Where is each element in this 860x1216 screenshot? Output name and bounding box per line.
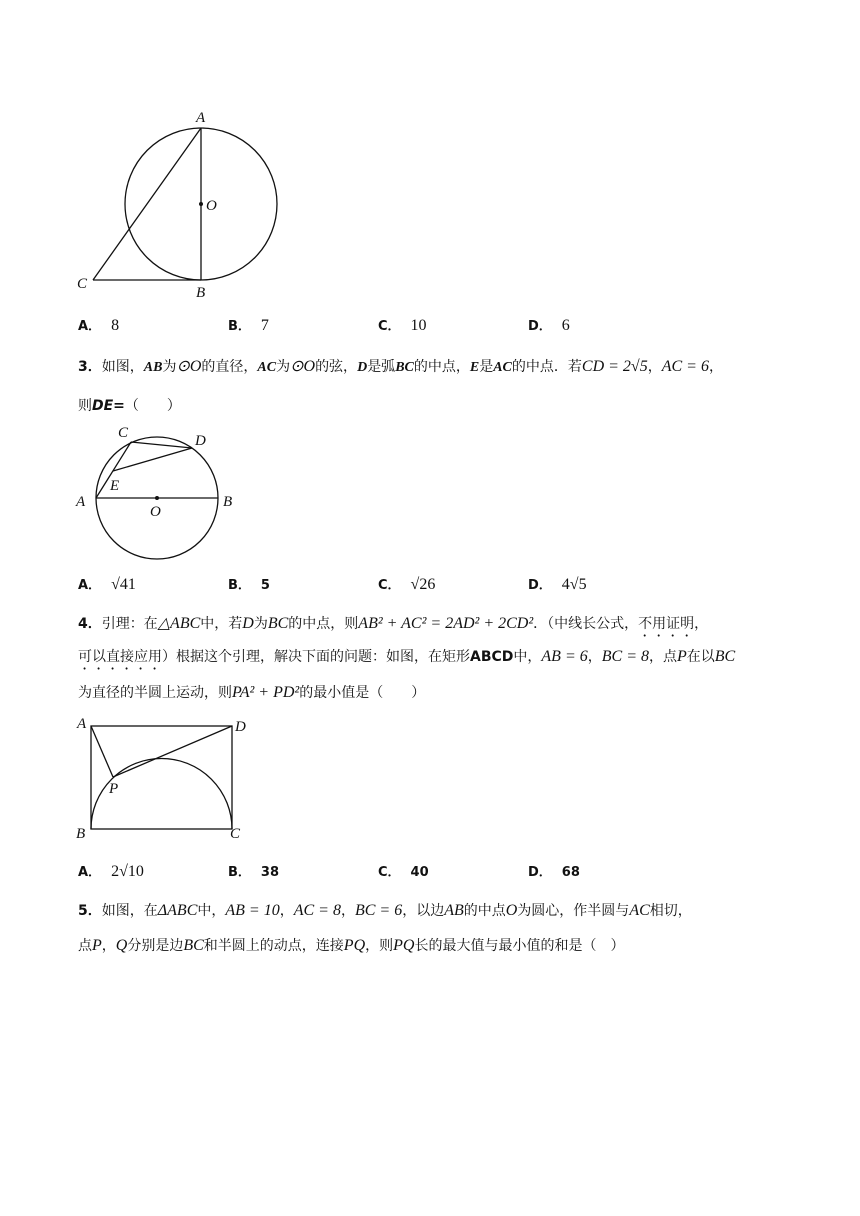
q3-label-b: B (223, 494, 233, 510)
q4-number: 4． (78, 616, 102, 632)
option-value: 40 (410, 865, 429, 880)
option-value: 8 (111, 317, 120, 334)
q4-option-a[interactable] (78, 862, 144, 883)
option-value: √41 (111, 576, 136, 593)
option-label: A． (78, 319, 102, 334)
q3-option-c[interactable] (378, 575, 435, 596)
q2-label-o: O (206, 198, 217, 214)
q4-stem-line2: 可以直接应用）根据这个引理，解决下面的问题：如图，在矩形ABCD中，AB = 6，BC = 8，点P在以BC (78, 648, 736, 665)
q4-label-d: D (235, 719, 246, 735)
q4-option-d[interactable] (528, 862, 580, 883)
q2-figure (70, 105, 290, 305)
option-label: A． (78, 578, 102, 593)
option-label: B． (228, 578, 251, 593)
option-value: 4√5 (561, 576, 587, 593)
q4-label-p: P (109, 781, 119, 797)
option-value: 7 (260, 317, 269, 334)
q2-option-d[interactable] (528, 316, 570, 337)
q4-stem-line1: 4．引理：在△ABC中，若D为BC的中点，则AB² + AC² = 2AD² + 2CD²．（中线长公式，不用证明， (78, 615, 709, 632)
q4-option-c[interactable] (378, 862, 429, 883)
q2-option-b[interactable] (228, 316, 269, 337)
q4-rectangle (91, 726, 232, 829)
option-value: 2√10 (111, 863, 144, 880)
q3-label-d: D (195, 433, 206, 449)
option-value: 5 (260, 578, 270, 593)
option-value: √26 (410, 576, 436, 593)
q2-center-dot (199, 202, 203, 206)
option-value: 6 (561, 317, 570, 334)
q4-label-b: B (76, 826, 86, 842)
q3-option-a[interactable] (78, 575, 136, 596)
option-label: C． (378, 319, 401, 334)
q3-stem-line2: 则DE=（ ） (78, 398, 181, 414)
q2-label-a: A (196, 110, 206, 126)
q3-label-o: O (150, 504, 161, 520)
q3-label-a: A (76, 494, 86, 510)
q4-figure (70, 712, 260, 847)
q2-label-b: B (196, 285, 206, 301)
option-label: B． (228, 865, 251, 880)
q3-option-b[interactable] (228, 575, 270, 596)
q5-stem-line2: 点P，Q分别是边BC和半圆上的动点，连接PQ，则PQ长的最大值与最小值的和是（ ） (78, 937, 625, 954)
q4-label-c: C (230, 826, 241, 842)
option-label: D． (528, 319, 552, 334)
option-label: C． (378, 578, 401, 593)
option-label: A． (78, 865, 102, 880)
q3-label-c: C (118, 425, 129, 441)
q4-label-a: A (77, 716, 87, 732)
option-value: 10 (410, 317, 427, 334)
q3-option-d[interactable] (528, 575, 587, 596)
q2-option-a[interactable] (78, 316, 119, 337)
option-value: 38 (260, 865, 280, 880)
q4-option-b[interactable] (228, 862, 279, 883)
option-label: B． (228, 319, 251, 334)
q3-number: 3． (78, 359, 102, 375)
q3-center-dot (155, 496, 159, 500)
q3-figure (70, 420, 250, 570)
q5-number: 5． (78, 903, 102, 919)
option-label: D． (528, 578, 552, 593)
option-label: C． (378, 865, 401, 880)
q4-line-pa (91, 726, 113, 777)
q2-option-c[interactable] (378, 316, 427, 337)
option-value: 68 (561, 865, 580, 880)
q4-stem-line3: 为直径的半圆上运动，则PA² + PD²的最小值是（ ） (78, 684, 426, 701)
q2-label-c: C (77, 276, 88, 292)
option-label: D． (528, 865, 552, 880)
q3-stem-line1: 3．如图，AB为⊙O的直径，AC为⊙O的弦，D是弧BC的中点，E是AC的中点．若CD = 2√5，AC = 6， (78, 358, 723, 375)
q3-label-e: E (110, 478, 120, 494)
q5-stem-line1: 5．如图，在ΔABC中，AB = 10，AC = 8，BC = 6，以边AB的中点O为圆心，作半圆与AC相切， (78, 902, 692, 919)
q4-line-pd (113, 726, 232, 777)
